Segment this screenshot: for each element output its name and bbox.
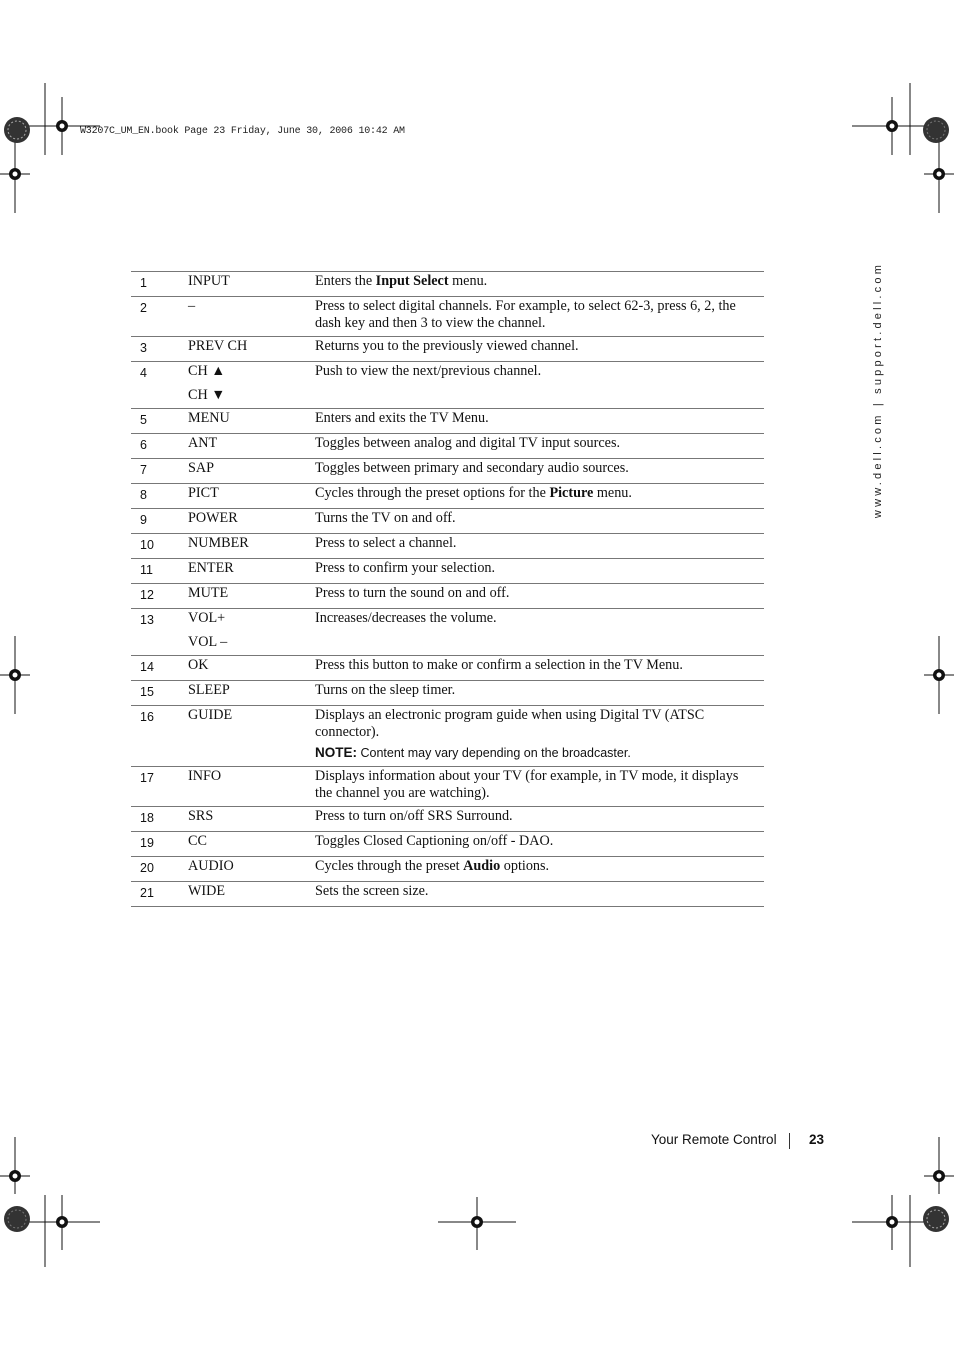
side-url-text: www.dell.com | support.dell.com bbox=[872, 261, 884, 519]
description-text: Toggles between analog and digital TV input sources. bbox=[315, 435, 621, 451]
note-text: Content may vary depending on the broadcaster. bbox=[357, 746, 631, 760]
row-number: 19 bbox=[131, 832, 188, 857]
row-number: 8 bbox=[131, 484, 188, 509]
row-number: 6 bbox=[131, 434, 188, 459]
description-text: Cycles through the preset options for the bbox=[315, 485, 550, 501]
button-label: NUMBER bbox=[188, 535, 249, 551]
row-number: 3 bbox=[131, 337, 188, 362]
button-label: – bbox=[188, 298, 196, 314]
button-label: OK bbox=[188, 657, 209, 673]
row-number: 15 bbox=[131, 681, 188, 706]
description-text: Press to turn the sound on and off. bbox=[315, 585, 510, 601]
button-label: GUIDE bbox=[188, 707, 233, 723]
row-number: 9 bbox=[131, 509, 188, 534]
description-text: Cycles through the preset bbox=[315, 858, 464, 874]
row-number: 5 bbox=[131, 409, 188, 434]
button-label: CC bbox=[188, 833, 207, 849]
button-label: SAP bbox=[188, 460, 215, 476]
row-number: 21 bbox=[131, 882, 188, 907]
description-emphasis: Input Select bbox=[375, 273, 449, 289]
note-label: NOTE: bbox=[315, 745, 357, 760]
button-label: PICT bbox=[188, 485, 219, 501]
description-text-end: menu. bbox=[593, 485, 632, 501]
row-number: 2 bbox=[131, 297, 188, 337]
button-label: CH ▲ bbox=[188, 363, 226, 379]
description-text: Toggles Closed Captioning on/off - DAO. bbox=[315, 833, 554, 849]
row-number: 4 bbox=[131, 362, 188, 409]
description-text-end: menu. bbox=[448, 273, 488, 289]
description-text: Push to view the next/previous channel. bbox=[315, 363, 542, 379]
row-number: 20 bbox=[131, 857, 188, 882]
description-text: Enters the bbox=[315, 273, 376, 289]
button-label: MUTE bbox=[188, 585, 229, 601]
button-label: ANT bbox=[188, 435, 218, 451]
description-text: Press to turn on/off SRS Surround. bbox=[315, 808, 513, 824]
row-number: 14 bbox=[131, 656, 188, 681]
description-text-end: options. bbox=[500, 858, 550, 874]
description-text: Press to confirm your selection. bbox=[315, 560, 496, 576]
button-label: SLEEP bbox=[188, 682, 230, 698]
button-label: VOL+ bbox=[188, 610, 226, 626]
description-emphasis: Audio bbox=[463, 858, 501, 874]
description-text: Turns the TV on and off. bbox=[315, 510, 456, 526]
button-label: AUDIO bbox=[188, 858, 234, 874]
button-label: MENU bbox=[188, 410, 230, 426]
row-number: 1 bbox=[131, 272, 188, 297]
row-number: 17 bbox=[131, 767, 188, 807]
description-text: Sets the screen size. bbox=[315, 883, 429, 899]
button-label: CH ▼ bbox=[188, 387, 226, 403]
print-header: W3207C_UM_EN.book Page 23 Friday, June 30, 2006 10:42 AM bbox=[80, 126, 405, 137]
button-label: INFO bbox=[188, 768, 222, 784]
button-label: WIDE bbox=[188, 883, 226, 899]
description-text: Displays information about your TV (for example, in TV mode, it displays the channel you are watching). bbox=[315, 768, 739, 801]
button-label: SRS bbox=[188, 808, 214, 824]
description-text: Increases/decreases the volume. bbox=[315, 610, 497, 626]
page-number: 23 bbox=[809, 1132, 825, 1147]
button-label: POWER bbox=[188, 510, 238, 526]
row-number: 18 bbox=[131, 807, 188, 832]
description-text: Press to select a channel. bbox=[315, 535, 457, 551]
description-emphasis: Picture bbox=[549, 485, 594, 501]
description-text: Press to select digital channels. For example, to select 62-3, press 6, 2, the dash key and then 3 to view the channel. bbox=[315, 298, 736, 331]
button-label: ENTER bbox=[188, 560, 234, 576]
footer-section: Your Remote Control bbox=[651, 1132, 777, 1147]
row-number: 12 bbox=[131, 584, 188, 609]
row-number: 10 bbox=[131, 534, 188, 559]
button-label: PREV CH bbox=[188, 338, 248, 354]
button-label: VOL – bbox=[188, 634, 228, 650]
row-number: 7 bbox=[131, 459, 188, 484]
description-text: Displays an electronic program guide when using Digital TV (ATSC connector). bbox=[315, 707, 705, 740]
description-text: Returns you to the previously viewed channel. bbox=[315, 338, 579, 354]
description-text: Turns on the sleep timer. bbox=[315, 682, 456, 698]
row-number: 13 bbox=[131, 609, 188, 656]
description-text: Toggles between primary and secondary audio sources. bbox=[315, 460, 629, 476]
row-number: 11 bbox=[131, 559, 188, 584]
description-text: Press this button to make or confirm a selection in the TV Menu. bbox=[315, 657, 683, 673]
description-text: Enters and exits the TV Menu. bbox=[315, 410, 489, 426]
row-number: 16 bbox=[131, 706, 188, 767]
button-label: INPUT bbox=[188, 273, 230, 289]
